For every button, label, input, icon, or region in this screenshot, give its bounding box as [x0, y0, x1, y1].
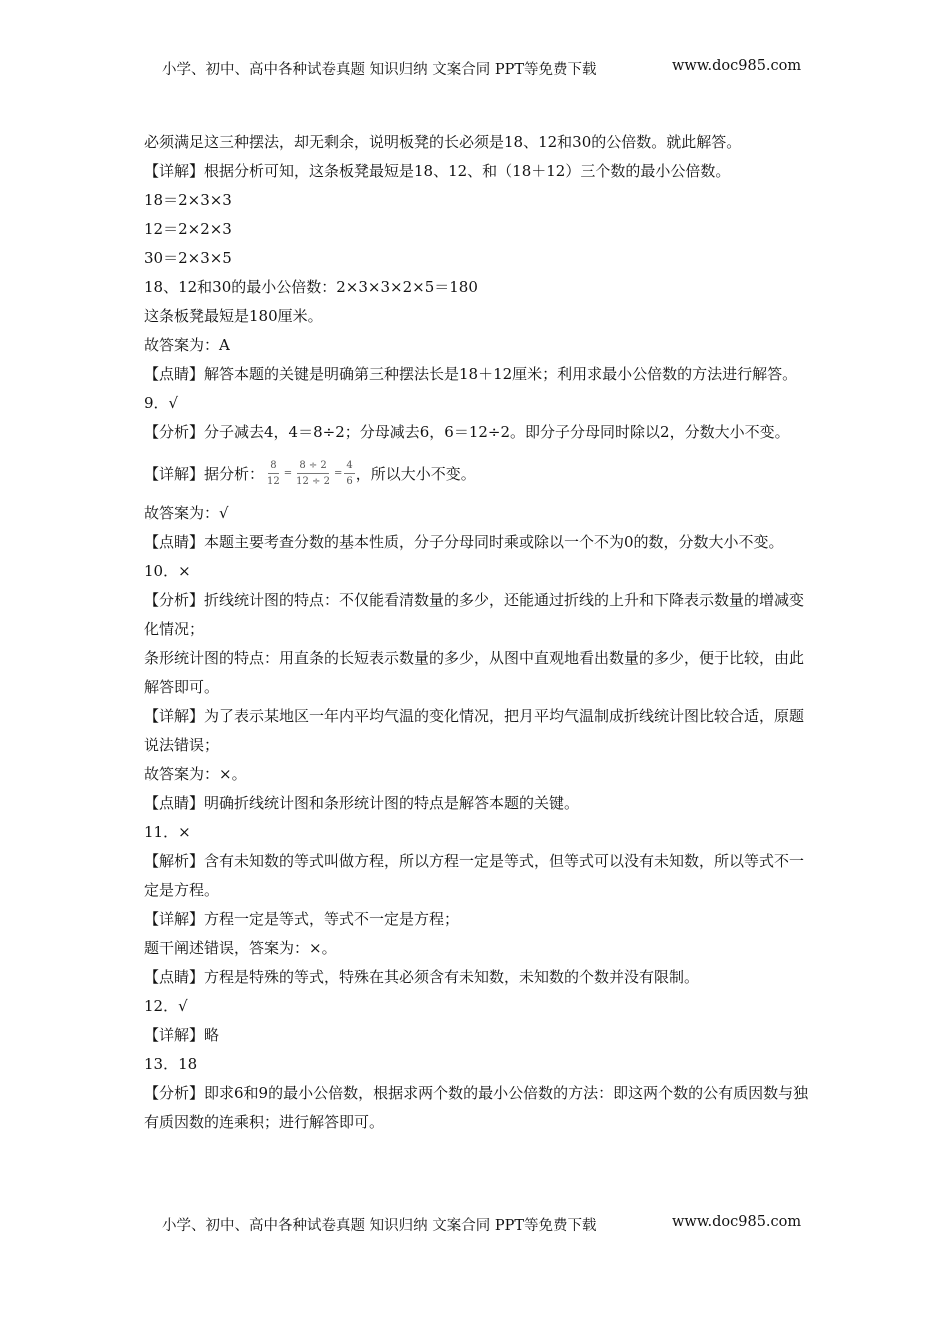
text-line: 【详解】略 — [144, 1026, 220, 1044]
text-line: 【点睛】方程是特殊的等式，特殊在其必须含有未知数，未知数的个数并没有限制。 — [144, 968, 700, 986]
fraction-4-6 — [344, 459, 354, 488]
text-line: 【详解】根据分析可知，这条板凳最短是18、12、和（18＋12）三个数的最小公倍数。 — [144, 162, 731, 180]
text-line: 题干阐述错误，答案为：×。 — [144, 939, 337, 957]
text-line: 12＝2×2×3 — [144, 220, 232, 238]
text-line: 【点睛】本题主要考查分数的基本性质，分子分母同时乘或除以一个不为0的数，分数大小不变。 — [144, 533, 784, 551]
page-header — [162, 58, 802, 79]
numerator: 4 — [344, 459, 354, 474]
equals-sign: = — [333, 467, 343, 479]
denominator: 6 — [346, 475, 353, 487]
denominator: 12 — [267, 475, 280, 487]
text-line: 条形统计图的特点：用直条的长短表示数量的多少，从图中直观地看出数量的多少，便于比较，由此解答即可。 — [144, 649, 805, 696]
numerator: 8 ÷ 2 — [297, 459, 328, 474]
header-url[interactable]: www.doc985.com — [672, 58, 802, 74]
header-text: 小学、初中、高中各种试卷真题 知识归纳 文案合同 PPT等免费下载 — [162, 62, 597, 78]
question-number: 12．√ — [144, 997, 188, 1015]
document-body — [144, 128, 810, 1137]
text-line: 这条板凳最短是180厘米。 — [144, 307, 323, 325]
fraction-explanation — [144, 451, 810, 495]
footer-text: 小学、初中、高中各种试卷真题 知识归纳 文案合同 PPT等免费下载 — [162, 1218, 597, 1234]
text-line: 【分析】即求6和9的最小公倍数，根据求两个数的最小公倍数的方法：即这两个数的公有质因数与独有质因数的连乘积；进行解答即可。 — [144, 1084, 809, 1131]
question-number: 11．× — [144, 823, 191, 841]
page-footer — [162, 1214, 802, 1235]
footer-url[interactable]: www.doc985.com — [672, 1214, 802, 1230]
text-fragment: ，所以大小不变。 — [355, 464, 476, 483]
text-line: 【详解】为了表示某地区一年内平均气温的变化情况，把月平均气温制成折线统计图比较合适，原题说法错误； — [144, 707, 805, 754]
text-line: 【详解】方程一定是等式，等式不一定是方程； — [144, 910, 460, 928]
text-line: 【点睛】解答本题的关键是明确第三种摆法长是18＋12厘米；利用求最小公倍数的方法进行解答。 — [144, 365, 798, 383]
text-line: 30＝2×3×5 — [144, 249, 232, 267]
text-line: 18、12和30的最小公倍数：2×3×3×2×5＝180 — [144, 278, 478, 296]
fraction-8-12 — [265, 459, 282, 488]
text-line: 故答案为：√ — [144, 504, 229, 522]
text-line: 【分析】分子减去4，4＝8÷2；分母减去6，6＝12÷2。即分子分母同时除以2，分数大小不变。 — [144, 423, 790, 441]
denominator: 12 ÷ 2 — [296, 475, 330, 487]
text-line: 【解析】含有未知数的等式叫做方程，所以方程一定是等式，但等式可以没有未知数，所以等式不一定是方程。 — [144, 852, 805, 899]
question-number: 9．√ — [144, 394, 179, 412]
text-line: 必须满足这三种摆法，却无剩余，说明板凳的长必须是18、12和30的公倍数。就此解答。 — [144, 133, 742, 151]
text-line: 【分析】折线统计图的特点：不仅能看清数量的多少，还能通过折线的上升和下降表示数量的增减变化情况； — [144, 591, 805, 638]
text-line: 【点睛】明确折线统计图和条形统计图的特点是解答本题的关键。 — [144, 794, 580, 812]
text-fragment: 【详解】据分析： — [144, 464, 265, 483]
text-line: 故答案为：A — [144, 336, 230, 354]
question-number: 13．18 — [144, 1055, 198, 1073]
text-line: 18＝2×3×3 — [144, 191, 232, 209]
numerator: 8 — [268, 459, 278, 474]
fraction-division — [294, 459, 332, 488]
question-number: 10．× — [144, 562, 191, 580]
equals-sign: = — [283, 467, 293, 479]
text-line: 故答案为：×。 — [144, 765, 247, 783]
